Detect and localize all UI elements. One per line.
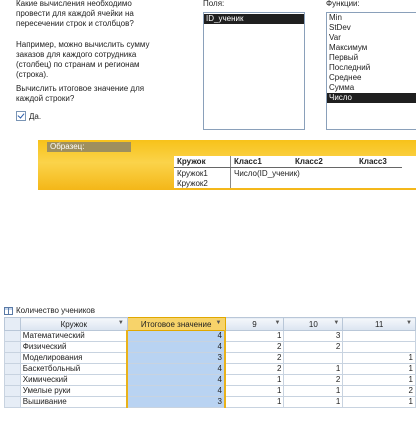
table-cell[interactable]: 4 <box>127 386 225 397</box>
function-item[interactable]: Первый <box>329 53 359 62</box>
row-selector[interactable] <box>5 342 21 353</box>
preview-cell: Кружок1 <box>174 168 231 179</box>
function-item[interactable]: Среднее <box>329 73 362 82</box>
table-cell[interactable]: 3 <box>127 353 225 364</box>
fields-label: Поля: <box>203 0 225 8</box>
row-total-option[interactable] <box>16 111 41 121</box>
function-item[interactable]: Последний <box>329 63 371 72</box>
table-cell[interactable]: 1 <box>284 397 343 408</box>
table-cell[interactable]: Физический <box>20 342 127 353</box>
table-cell[interactable]: 2 <box>284 342 343 353</box>
row-total-checkbox-label[interactable]: Да. <box>29 111 42 121</box>
sample-preview-table <box>174 156 416 188</box>
table-cell[interactable]: 3 <box>284 331 343 342</box>
table-cell[interactable]: 1 <box>225 375 284 386</box>
row-selector[interactable] <box>5 331 21 342</box>
table-cell[interactable]: 2 <box>225 353 284 364</box>
preview-header: Класс2 <box>292 156 356 168</box>
row-selector[interactable] <box>5 386 21 397</box>
datasheet-tab[interactable] <box>4 305 95 316</box>
preview-cell <box>231 178 293 188</box>
preview-row <box>174 168 402 179</box>
table-cell[interactable]: 1 <box>284 386 343 397</box>
preview-header-row <box>174 156 402 168</box>
crosstab-wizard <box>0 0 416 192</box>
table-row[interactable] <box>5 353 416 364</box>
table-cell[interactable]: Моделирования <box>20 353 127 364</box>
table-cell[interactable]: 1 <box>225 397 284 408</box>
dropdown-arrow-icon[interactable]: ▼ <box>274 320 281 326</box>
column-header[interactable]: 11 ▼ <box>343 318 416 331</box>
table-row[interactable] <box>5 342 416 353</box>
datasheet-title: Количество учеников <box>16 306 95 315</box>
function-item[interactable]: Var <box>329 33 341 42</box>
table-cell[interactable]: 1 <box>343 397 416 408</box>
table-cell[interactable] <box>343 331 416 342</box>
preview-header: Класс1 <box>231 156 293 168</box>
row-selector[interactable] <box>5 375 21 386</box>
table-cell[interactable]: 1 <box>225 331 284 342</box>
functions-label: Функции: <box>326 0 360 8</box>
select-all-corner[interactable] <box>5 318 21 331</box>
row-selector[interactable] <box>5 364 21 375</box>
sample-label: Образец: <box>47 142 131 152</box>
sample-area <box>38 140 416 190</box>
table-cell[interactable]: 2 <box>225 342 284 353</box>
column-header[interactable]: 9 ▼ <box>225 318 284 331</box>
table-cell[interactable]: 2 <box>343 386 416 397</box>
row-selector[interactable] <box>5 353 21 364</box>
table-cell[interactable]: 1 <box>343 364 416 375</box>
column-header[interactable]: Кружок ▼ <box>20 318 127 331</box>
fields-listbox[interactable] <box>203 12 305 130</box>
table-cell[interactable]: 4 <box>127 375 225 386</box>
functions-listbox[interactable] <box>326 12 416 130</box>
preview-cell <box>292 178 356 188</box>
example-text: Например, можно вычислить сумму заказов для каждого сотрудника (столбец) по странам и регионам (строка). <box>16 40 150 79</box>
table-cell[interactable]: 2 <box>284 375 343 386</box>
row-selector[interactable] <box>5 397 21 408</box>
function-item[interactable]: Максимум <box>329 43 368 52</box>
header-row <box>5 318 416 331</box>
preview-cell: Число(ID_ученик) <box>234 168 300 178</box>
column-header-selected[interactable]: Итоговое значение ▼ <box>127 318 225 331</box>
table-cell[interactable]: Умелые руки <box>20 386 127 397</box>
table-cell[interactable]: Химический <box>20 375 127 386</box>
datasheet-grid[interactable] <box>4 317 416 408</box>
table-cell[interactable]: 4 <box>127 342 225 353</box>
table-row[interactable] <box>5 364 416 375</box>
table-cell[interactable]: 1 <box>343 375 416 386</box>
dropdown-arrow-icon[interactable]: ▼ <box>215 320 222 326</box>
column-header[interactable]: 10 ▼ <box>284 318 343 331</box>
table-cell[interactable] <box>284 353 343 364</box>
dropdown-arrow-icon[interactable]: ▼ <box>117 320 124 326</box>
table-cell[interactable]: 1 <box>343 353 416 364</box>
table-cell[interactable]: 4 <box>127 331 225 342</box>
field-item-id-student[interactable]: ID_ученик <box>204 14 304 24</box>
table-row[interactable] <box>5 397 416 408</box>
dropdown-arrow-icon[interactable]: ▼ <box>333 320 340 326</box>
table-cell[interactable]: 2 <box>225 364 284 375</box>
table-cell[interactable]: Баскетбольный <box>20 364 127 375</box>
preview-header: Кружок <box>174 156 231 168</box>
preview-row <box>174 178 402 188</box>
table-cell[interactable] <box>343 342 416 353</box>
table-row[interactable] <box>5 386 416 397</box>
row-total-question: Вычислить итоговое значение для каждой строки? <box>16 84 145 103</box>
function-item[interactable]: Сумма <box>329 83 355 92</box>
table-cell[interactable]: 4 <box>127 364 225 375</box>
preview-header: Класс3 <box>356 156 402 168</box>
preview-cell: Кружок2 <box>174 178 231 188</box>
table-cell[interactable]: Математический <box>20 331 127 342</box>
table-row[interactable] <box>5 331 416 342</box>
dropdown-arrow-icon[interactable]: ▼ <box>406 320 412 326</box>
function-item[interactable]: Min <box>329 13 342 22</box>
datasheet-icon <box>4 307 13 315</box>
function-item[interactable]: StDev <box>329 23 351 32</box>
row-total-checkbox[interactable] <box>16 111 26 121</box>
table-cell[interactable]: 3 <box>127 397 225 408</box>
table-row[interactable] <box>5 375 416 386</box>
function-item-selected[interactable]: Число <box>327 93 416 103</box>
table-cell[interactable]: Вышивание <box>20 397 127 408</box>
preview-cell <box>356 178 402 188</box>
table-cell[interactable]: 1 <box>225 386 284 397</box>
question-text: Какие вычисления необходимо провести для каждой ячейки на пересечении строк и столбцов? <box>16 0 134 28</box>
table-cell[interactable]: 1 <box>284 364 343 375</box>
preview-cell <box>356 168 402 179</box>
